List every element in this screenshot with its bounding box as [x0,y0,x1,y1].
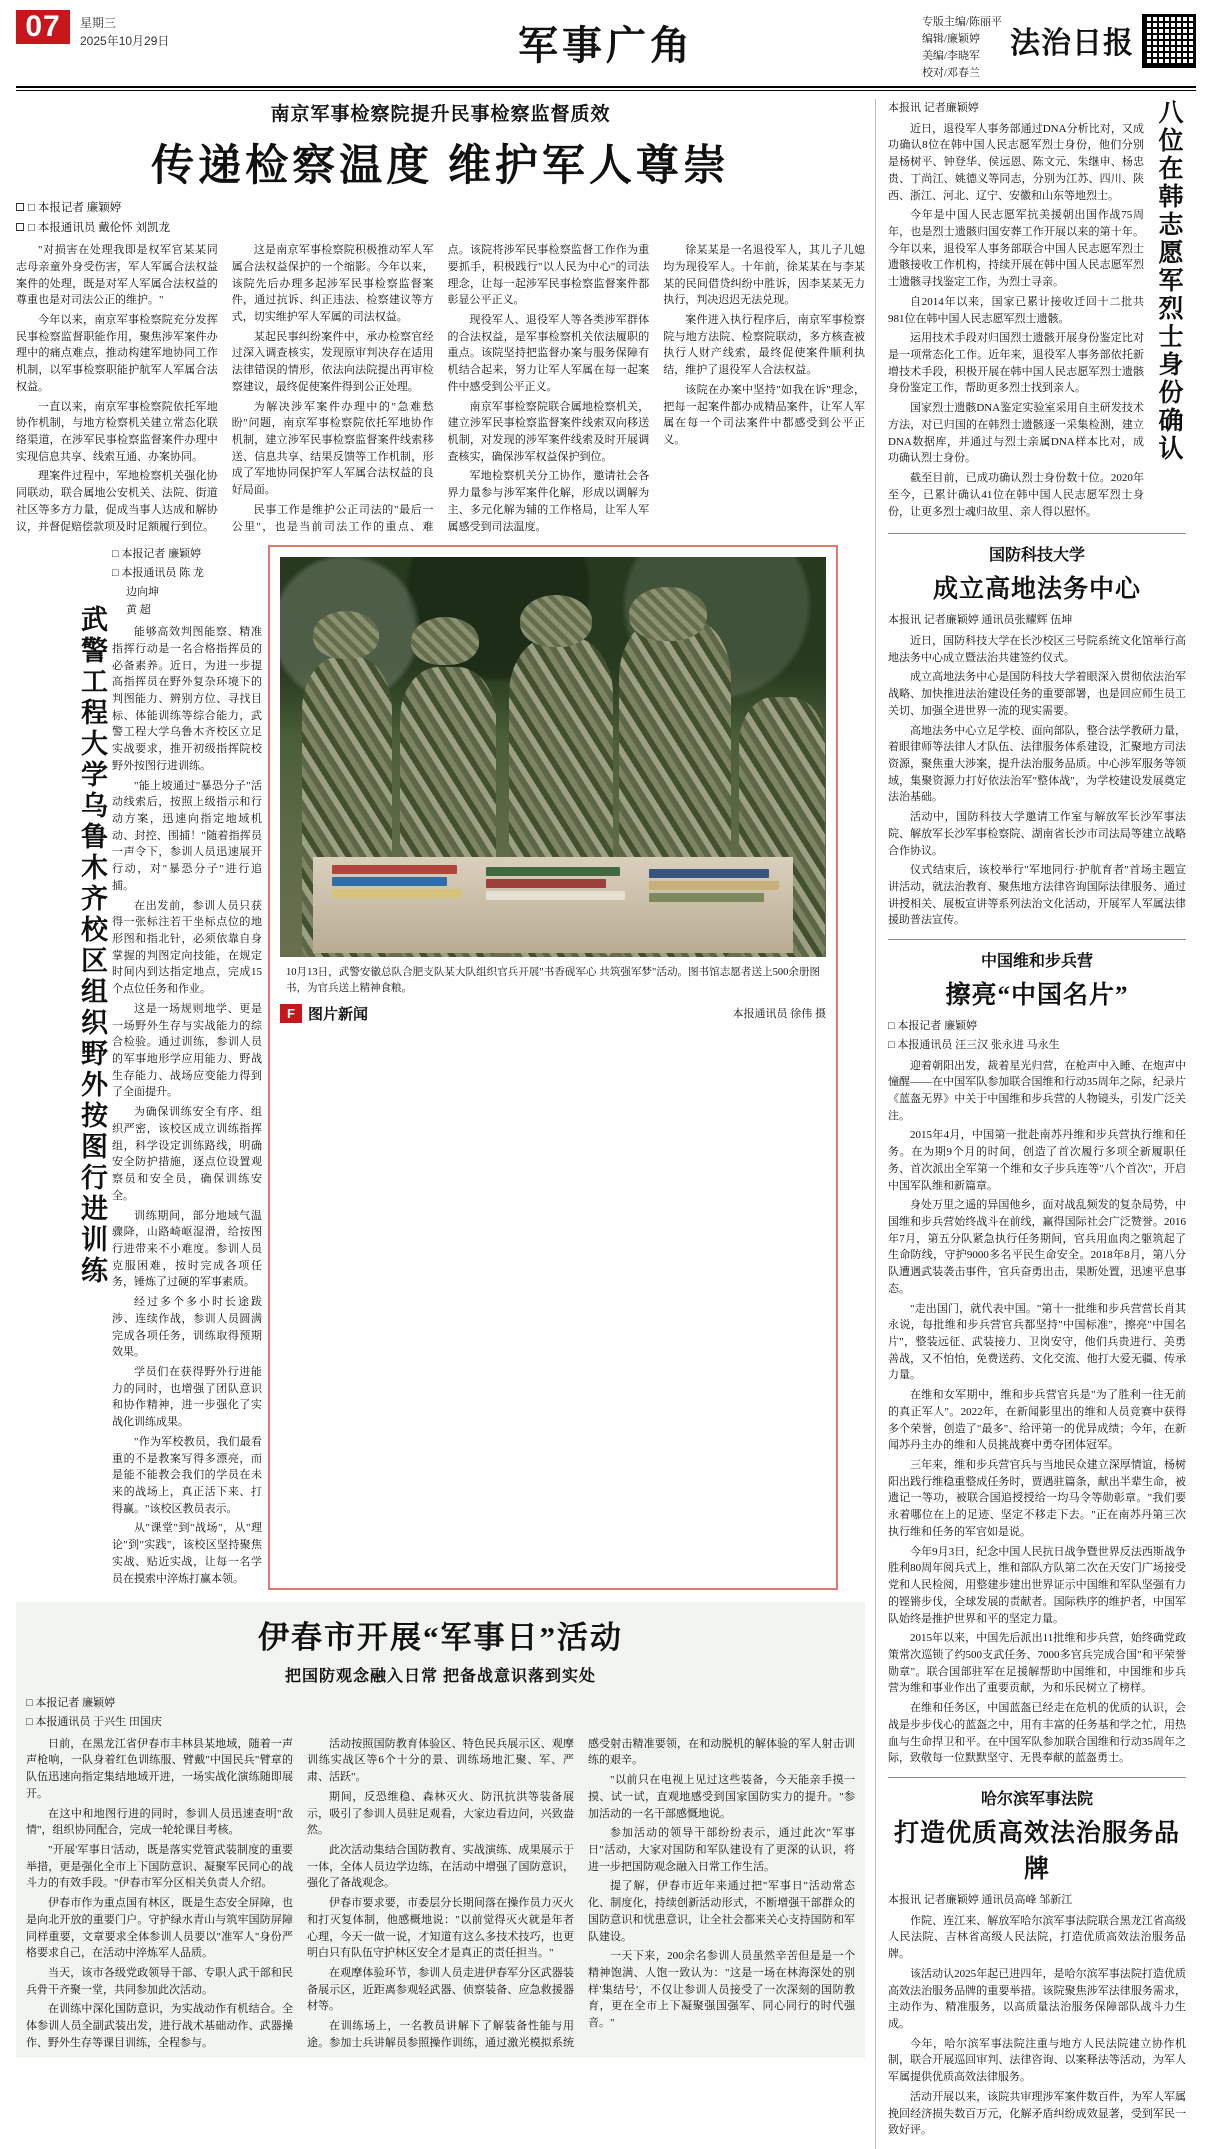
photo-image [280,557,826,957]
divider [888,533,1186,534]
paragraph: 在这中和地图行进的同时，参训人员迅速查明"敌情"，组织协同配合，完成一轮轮课目考核。 [26,1807,293,1837]
paragraph: 期间，反恐维稳、森林灭火、防汛抗洪等装备展示，吸引了参训人员驻足观看，大家边看边问，兴致盎然。 [307,1790,574,1837]
masthead-divider [16,86,1196,88]
paragraph: 南京军事检察院联合属地检察机关，建立涉军民事检察监督案件线索双向移送机制，对发现的涉军案件线索及时开展调查核实，确保涉军权益保护到位。 [447,400,650,463]
byline-correspondent: □ 本报通讯员 戴伦怀 刘凯龙 [28,221,171,234]
helmet-shape [313,611,379,659]
credit-line: 专版主编/陈丽平 [921,16,1002,28]
paragraph: 在出发前，参训人员只获得一张标注若干坐标点位的地形图和指北针，必须依靠自身掌握的判图定向技能，在规定时间内到达指定地点，完成15个点位任务和作业。 [112,899,262,996]
right-article-2-body [888,633,1186,929]
right-article-4-body [888,1913,1186,2139]
right-article-2-headline: 成立高地法务中心 [932,576,1141,604]
paragraph: 身处万里之遥的异国他乡，面对战乱频发的复杂局势，中国维和步兵营始终战斗在前线，赢得国际社会广泛赞誉。2016年7月，第五分队紧急执行任务期间，官兵用血肉之躯筑起了生命防线，守护9000多名平民生命安全。2018年8月，第八分队遭遇武装袭击事件，官兵奋勇出击，果断处置，迅速平息事态。 [888,1199,1186,1295]
right-article-1 [888,99,1186,523]
paragraph: 当天，该市各级党政领导干部、专职人武干部和民兵骨干齐聚一堂，共同参加此次活动。 [26,1967,293,1996]
right-article-2 [888,542,1186,929]
paragraph: 在训练场上，一名教员讲解下了解装备性能与用途。参加士兵讲解员参照操作训练，通过激光模拟系统感受射击精准要领，在和动脱机的解体验的军人射击训练的艰辛。 [307,1737,855,2049]
right-content-zone [876,99,1186,2149]
book-stack [486,879,606,888]
paragraph: 迎着朝阳出发，裁着星光归营，在枪声中入睡、在炮声中憧醒——在中国军队参加联合国维和行动35周年之际，纪录片《蓝盔无界》中关于中国维和步兵营的人物镜头，引发广泛关注。 [888,1059,1186,1122]
lower-headline: 伊春市开展“军事日”活动 [258,1620,623,1656]
right-article-1-body [888,99,1144,523]
paragraph: 从"课堂"到"战场"，从"理论"到"实践"，该校区坚持聚焦实战、贴近实战，让每一名学员在摸索中淬炼打赢本领。 [112,1522,262,1585]
paragraph: 作院、连江来、解放军哈尔滨军事法院联合黑龙江省高级人民法院、吉林省高级人民法院，打造优质高效法治服务品牌。 [888,1914,1186,1961]
credit-line: 编辑/廉颖婷 [921,33,980,46]
paragraph: 在维和任务区，中国蓝盔已经走在危机的优质的认识，会战是步步伐心的蓝盔之中，用有丰富的任务基和学之忙，用热血与生命捍卫和平。在中国军队参加联合国维和行动35周年之际，致敬每一位默默坚守、无畏奉献的蓝盔勇士。 [888,1702,1186,1765]
byline-correspondent: □ 本报通讯员 于兴生 田国庆 [26,1716,162,1728]
paragraph: 运用技术手段对归国烈士遗骸开展身份鉴定比对是一项常态化工作。近年来，退役军人事务部依托新增技术手段，积极开展在韩中国人民志愿军烈士遗骸身份鉴定工作，帮助更多烈士找到亲人。 [888,332,1144,395]
byline-correspondent: □ 本报通讯员 陈 龙 [112,567,204,579]
paragraph: 民事工作是维护公正司法的"最后一公里"，也是当前司法工作的重点、难点。该院将涉军民事检察监督工作作为重要抓手，积极践行"以人民为中心"的司法理念，让每一起涉军民事检察监督案件都彰显公平正义。 [231,244,650,533]
paragraph: 现役军人、退役军人等各类涉军群体的合法权益，是军事检察机关依法履职的重点。该院坚持把监督办案与服务保障有机结合起来，努力让军人军属在每一起案件中感受到公平正义。 [447,313,650,393]
paragraph: "作为军校教员，我们最看重的不是教案写得多漂亮，而是能不能教会我们的学员在未来的战场上，真正活下来、打得赢。"该校区教员表示。 [112,1435,262,1515]
paragraph: 军地检察机关分工协作，邀请社会各界力量参与涉军案件化解，形成以调解为主、多元化解为辅的工作格局，让军人军属感受到司法温度。 [447,470,650,533]
book-stack [332,877,447,886]
photo-footer [280,1003,826,1024]
book-stack [332,889,462,898]
masthead [16,0,1196,84]
feature-byline [112,545,262,620]
right-article-2-kicker: 国防科技大学 [988,547,1085,565]
photo-news-label: 图片新闻 [307,1006,368,1023]
divider [888,1777,1186,1778]
paragraph: "走出国门，就代表中国。"第十一批维和步兵营营长肖其永说，每批维和步兵营官兵都坚持"中国标准"，擦亮"中国名片"，整装远征、武装接力、卫岗安守，他们兵贵进行、美勇善战，又不怕怕，免费送药、文化交流、他打大爱无疆、传承力量。 [888,1302,1186,1382]
checkbox-icon [16,203,24,211]
right-article-3-headline: 擦亮“中国名片” [945,982,1129,1010]
paragraph: 活动中，国防科技大学邀请工作室与解放军长沙军事法院、解放军长沙军事检察院、湖南省长沙市司法局等建立战略合作协议。 [888,811,1186,857]
weekday-label: 星期三 [80,16,117,30]
feature-vertical-title-block [16,545,112,1590]
paper-logo: 法治日报 [1010,27,1134,60]
lower-subhead: 把国防观念融入日常 把备战意识落到实处 [284,1668,596,1686]
byline-reporter: □ 本报记者 廉颖婷 [26,1697,116,1710]
paragraph: 高地法务中心立足学校、面向部队，整合法学教研力量，着眼律师等法律人才队伍、法律服务体系建设，汇聚地方司法资源，聚焦重大涉案，提升法治服务品质。中心涉军服务等领域，集聚资源力打好依法治军"整体战"，为学校建设发展奠定法治基础。 [888,724,1186,804]
paragraph: 伊春市要求要，市委层分长期间落在操作员力灭火和打灭复体制，他感概地说："以前觉得灭火就是年者心理，今天一做一说，才知道有这么多技术技巧，也更明白只有队伍守护林区安全才是真正的责任担当。" [307,1897,574,1960]
date-label: 2025年10月29日 [80,34,170,48]
byline-correspondent-2: 边向坤 [126,585,159,598]
paragraph: "能上坡通过"暴恐分子"活动线索后，按照上级指示和行动方案，迅速向指定地域机动、封控、围捕！"随着指挥员一声令下，参训人员迅速展开行动，对"暴恐分子"进行追捕。 [112,779,262,892]
paragraph: 一天下来，200余名参训人员虽然辛苦但是是一个精神饱满、人饱一致认为："这是一场在林海深处的别样'集结号'，不仅让参训人员接受了一次深刻的国防教育，更在全市上下凝聚强国强军、同心同行的时代强音。" [588,1950,855,2030]
feature-article [16,545,865,1590]
paragraph: 今年以来，南京军事检察院充分发挥民事检察监督职能作用，聚焦涉军案件办理中的痛点难点，推动构建军地协同工作机制，以军事检察职能护航军人军属合法权益。 [16,313,218,393]
paragraph: 徐某某是一名退役军人，其儿子儿媳均为现役军人。十年前，徐某某在与李某某的民间借贷纠纷中胜诉，因李某某无力执行，判决迟迟无法兑现。 [663,244,865,307]
book-stack [486,891,625,900]
book-stack [649,881,779,890]
paragraph: "以前只在电视上见过这些装备，今天能亲手摸一摸、试一试，直观地感受到国家国防实力的提升。"参加活动的一名干部感慨地说。 [588,1774,855,1820]
masthead-divider-thin [16,90,1196,91]
paragraph: 活动开展以来，该院共审理涉军案件数百件，为军人军属挽回经济损失数百万元，化解矛盾纠纷成效显著，受到军民一致好评。 [888,2090,1186,2137]
book-stack [486,867,621,876]
book-stack [649,869,769,878]
right-article-4-byline: 本报讯 记者廉颖婷 通讯员高峰 邹新江 [888,1893,1073,1906]
paragraph: 一直以来，南京军事检察院依托军地协作机制，与地方检察机关建立常态化联络渠道，在涉军民事检察监督案件办理中实现信息共享、线索互通、办案协同。 [16,400,218,463]
paragraph: 今年是中国人民志愿军抗美援朝出国作战75周年，也是烈士遗骸归国安葬工作开展以来的第十年。今年以来，退役军人事务部联合中国人民志愿军烈士遗骸接收工作机构，持续开展在韩中国人民志愿军烈士遗骸寻找鉴定工作，为烈士寻亲。 [888,209,1144,289]
lower-body [26,1736,855,2052]
paragraph: 案件进入执行程序后，南京军事检察院与地方法院、检察院联动，多方核查被执行人财产线索，最终促使案件顺利执结，维护了退役军人合法权益。 [663,313,865,377]
paragraph: 理案件过程中，军地检察机关强化协同联动，联合属地公安机关、法院、街道社区等多方力量，促成当事人达成和解协议，并督促赔偿款项及时足额履行到位。 [16,470,218,533]
paragraph: 伊春市作为重点国有林区，既是生态安全屏障，也是向北开放的重要门户。守护绿水青山与筑牢国防屏障同样重要，文章要求全体参训人员要以"准军人"身份严格要求自己，在活动中淬炼军人品质。 [26,1897,293,1960]
paragraph: 成立高地法务中心是国防科技大学着眼深入贯彻依法治军战略、加快推进法治建设任务的重要部署，也是回应师生员工关切、加强全进世界一流的现实需要。 [888,671,1186,717]
paragraph: 在观摩体验环节，参训人员走进伊春军分区武器装备展示区，近距离参观轻武器、侦察装备、应急救援器材等。 [307,1967,574,2013]
feature-vertical-title: 武警工程大学乌鲁木齐校区组织野外按图行进训练 [77,605,107,1288]
paragraph: 今年，哈尔滨军事法院注重与地方人民法院建立协作机制，联合开展巡回审判、法律咨询、以案释法等活动，为军人军属提供优质高效法律服务。 [888,2037,1186,2084]
right-article-4-kicker: 哈尔滨军事法院 [980,1790,1093,1808]
byline-correspondent-3: 黄 超 [126,604,151,617]
lead-article [16,99,865,535]
paragraph: 2015年以来，中国先后派出11批维和步兵营，始终确党政策常次巡锁了约500支武任务、7000多官兵完成合国"和平荣誉勋章"。联合国部驻军在足援解帮助中国维和，中国维和步兵营为维和事业作出了重要贡献，为和乐民树立了榜样。 [888,1632,1186,1695]
credit-line: 校对/邓春兰 [921,67,980,80]
byline-reporter: □ 本报记者 廉颖婷 [888,1020,978,1033]
paragraph: 训练期间，部分地域气温骤降，山路崎岖湿滑，给按图行进带来不小难度。参训人员克服困难，按时完成各项任务，锤炼了过硬的军事素质。 [112,1209,262,1289]
paragraph: "对损害在处理我即是权军官某某同志母亲童外身受伤害，军人军属合法权益案件的处理，既是对军人军属合法权益的尊重也是对司法公正的维护。" [16,244,218,307]
paragraph: 自2014年以来，国家已累计接收迁回十二批共981位在韩中国人民志愿军烈士遗骸。 [888,295,1144,325]
photo-credit: 本报通讯员 徐伟 摄 [732,1008,826,1021]
book-stack [649,893,764,902]
paragraph: 三年来，维和步兵营官兵与当地民众建立深厚情谊，杨树阳出践行维稳重整成任务时，贾遇驻篇条，献出半辈生命，被遗记一等功，被联合国追授授给一均马令等勋彰章。"我们要永着哪位在上的足迹、坚定不移走下去。"正在南苏丹第三次执行维和任务的军官如是说。 [888,1459,1186,1538]
right-article-3 [888,948,1186,1767]
photo-news-badge: F [280,1004,302,1023]
paragraph: 这是南京军事检察院积极推动军人军属合法权益保护的一个缩影。今年以来，该院先后办理多起涉军民事检察监督案件，通过抗诉、纠正违法、检察建议等方式，切实维护军人军属的司法权益。 [231,244,434,323]
paragraph: 近日，国防科技大学在长沙校区三号院系统文化馆举行高地法务中心成立暨法治共建签约仪式。 [888,634,1186,664]
right-article-3-kicker: 中国维和步兵营 [980,953,1093,971]
byline-reporter: □ 本报记者 廉颖婷 [28,202,122,214]
lead-headline: 传递检察温度 维护军人尊崇 [151,143,730,190]
right-article-3-byline [888,1017,1186,1054]
paragraph: 提了解，伊春市近年来通过把"军事日"活动常态化、制度化，持续创新活动形式，不断增强干部群众的国防意识和忧患意识，让全社会都来关心支持国防和军队建设。 [588,1880,855,1943]
paragraph: 这是一场规则地学、更是一场野外生存与实战能力的综合检验。通过训练，参训人员的军事地形学应用能力、野战生存能力、战场应变能力得到了全面提升。 [112,1002,262,1099]
checkbox-icon [16,223,24,231]
paragraph: 此次活动集结合国防教育、实战演练、成果展示于一体，全体人员边学边练，在活动中增强了国防意识，强化了备战观念。 [307,1844,574,1890]
helmet-shape [411,617,479,665]
byline-correspondent: □ 本报通讯员 汪三汉 张永进 马永生 [888,1038,1060,1051]
byline-reporter: □ 本报记者 廉颖婷 [112,548,202,561]
right-article-1-byline: 本报讯 记者廉颖婷 [888,102,979,114]
lower-article [16,1602,865,2057]
paragraph: 活动按照国防教育体验区、特色民兵展示区、观摩训练实战区等6个十分的景、训练场地汇聚、军、严肃、活跃"。 [307,1737,574,1784]
paragraph: 能够高效判图能察、精准指挥行动是一名合格指挥员的必备素养。近日，为进一步提高指挥员在野外复杂环境下的判图能力、辨别方位、寻找目标、体能训练等综合能力，武警工程大学乌鲁木齐校区立足实战要求，推开初级指挥院校野外按图行进训练。 [112,626,262,772]
lead-kicker: 南京军事检察院提升民事检察监督质效 [270,104,611,125]
paragraph: 为解决涉军案件办理中的"急难愁盼"问题，南京军事检察院依托军地协作机制，建立涉军民事检察监督案件线索移送、信息共享、结果反馈等工作机制，形成了军地协同保护军人军属合法权益的良好局面。 [231,400,434,497]
paragraph: 2015年4月，中国第一批赴南苏丹维和步兵营执行维和任务。在为期9个月的时间，创造了首次履行多项全新履职任务、首次派出全军第一个维和女子步兵连等"八个首次"，开启中国军队维和新篇章。 [888,1129,1186,1192]
right-article-2-byline: 本报讯 记者廉颖婷 通讯员张耀辉 伍坤 [888,614,1073,627]
paragraph: 今年9月3日，纪念中国人民抗日战争暨世界反法西斯战争胜利80周年阅兵式上，维和部队方队第二次在天安门广场接受党和人民检阅，用整建步建出世界证示中国维和军队坚强有力的铿锵步伐，全球发展的责献者。国际秩序的维护者，中国军队始终是推护世界和平的坚定力量。 [888,1545,1186,1625]
paragraph: 学员们在获得野外行进能力的同时，也增强了团队意识和协作精神，进一步强化了实战化训练成果。 [112,1365,262,1429]
paragraph: 在维和女军期中，维和步兵营官兵是"为了胜利一往无前的真正军人"。2022年，在新闻影里出的维和人员竞赛中获得多个荣誉，创造了"最多"、给评第一的优异成绩；今年，在新闻苏丹主办的维和人员挑战赛中勇夺团体冠军。 [888,1389,1186,1452]
section-title: 军事广角 [518,23,694,68]
paragraph: 仪式结束后，该校举行"军地同行·护航育者"首场主题宣讲活动，就法治教育、聚焦地方法律咨询国际法律服务、通过讲授相关、展板宣讲等系列法治文化活动，开展军人军属法律援助普法宣传。 [888,864,1186,927]
paragraph: 参加活动的领导干部纷纷表示，通过此次"军事日"活动，大家对国防和军队建设有了更深的认识，将进一步把国防观念融入日常工作生活。 [588,1827,855,1873]
lead-body [16,242,865,535]
lower-byline [26,1694,855,1731]
page-number: 07 [16,10,70,44]
right-article-3-body [888,1058,1186,1767]
book-stack [332,865,457,874]
feature-body [112,545,262,1590]
book-table [313,857,794,953]
paragraph: 为确保训练安全有序、组织严密，该校区成立训练指挥组，科学设定训练路线，明确安全防护措施，逐点位设置观察员和安全员，确保训练安全。 [112,1106,262,1202]
paragraph: 国家烈士遗骸DNA鉴定实验室采用自主研发技术方法，对已归国的在韩烈士遗骸逐一采集检测，建立DNA数据库，并通过与烈士亲属DNA样本比对，成功确认烈士身份。 [888,402,1144,465]
divider [888,939,1186,940]
right-article-1-vertical-title: 八位在韩志愿军烈士身份确认 [1155,99,1182,463]
paragraph: 经过多个多小时长途跋涉、连续作战，参训人员圆满完成各项任务，训练取得预期效果。 [112,1296,262,1359]
paragraph: 该院在办案中坚持"如我在诉"理念，把每一起案件都办成精品案件，让军人军属在每一个司法案件中都感受到公平正义。 [663,383,865,446]
helmet-shape [629,587,707,641]
left-content-zone [16,99,876,2149]
paragraph: 日前，在黑龙江省伊春市丰林县某地域，随着一声声枪响，一队身着红色训练服、臂戴"中国民兵"臂章的队伍迅速向指定集结地域开进，一场实战化演练随即展开。 [26,1737,293,1800]
photo-caption: 10月13日，武警安徽总队合肥支队某大队组织官兵开展"书香砚军心 共筑强军梦"活动。图书馆志愿者送上500余册图书，为官兵送上精神食粮。 [286,967,820,995]
paragraph: 近日，退役军人事务部通过DNA分析比对，又成功确认8位在韩中国人民志愿军烈士身份，他们分别是杨树平、钟登华、侯远恩、陈文元、朱继申、杨忠贵、丁尚江、姚德义等同志，分别为江苏、四川、陕西、浙江、河北、辽宁、安徽和山东等地烈士。 [888,122,1144,202]
right-article-4 [888,1786,1186,2139]
right-article-4-headline: 打造优质高效法治服务品牌 [893,1819,1180,1883]
helmet-shape [520,595,592,647]
paragraph: 该活动认2025年起已进四年，是哈尔滨军事法院打造优质高效法治服务品牌的重要举措。该院聚焦涉军法律服务需求，主动作为、精准服务，以高质量法治服务保障部队战斗力生成。 [888,1967,1186,2030]
lead-byline [16,199,865,238]
paragraph: "开展'军事日'活动，既是落实党管武装制度的重要举措，更是强化全市上下国防意识、凝聚军民同心的战斗力的有效手段。"伊春市军分区相关负责人介绍。 [26,1844,293,1890]
credit-line: 美编/李晓军 [921,50,980,63]
paragraph: 在训练中深化国防意识，为实战动作有机结合。全体参训人员全副武装出发，进行战术基础动作、武器操作、野外生存等课目训练，全程参与。 [26,2003,293,2049]
paragraph: 某起民事纠纷案件中，承办检察官经过深入调查核实，发现原审判决存在适用法律错误的情形，依法向法院提出再审检察建议，最终促使案件得到公正处理。 [231,330,434,393]
paragraph: 截至目前，已成功确认烈士身份数十位。2020年至今，已累计确认41位在韩中国人民志愿军烈士身份，让更多烈士魂归故里、亲人得以慰怀。 [888,472,1144,518]
photo-news-box [268,545,838,1590]
